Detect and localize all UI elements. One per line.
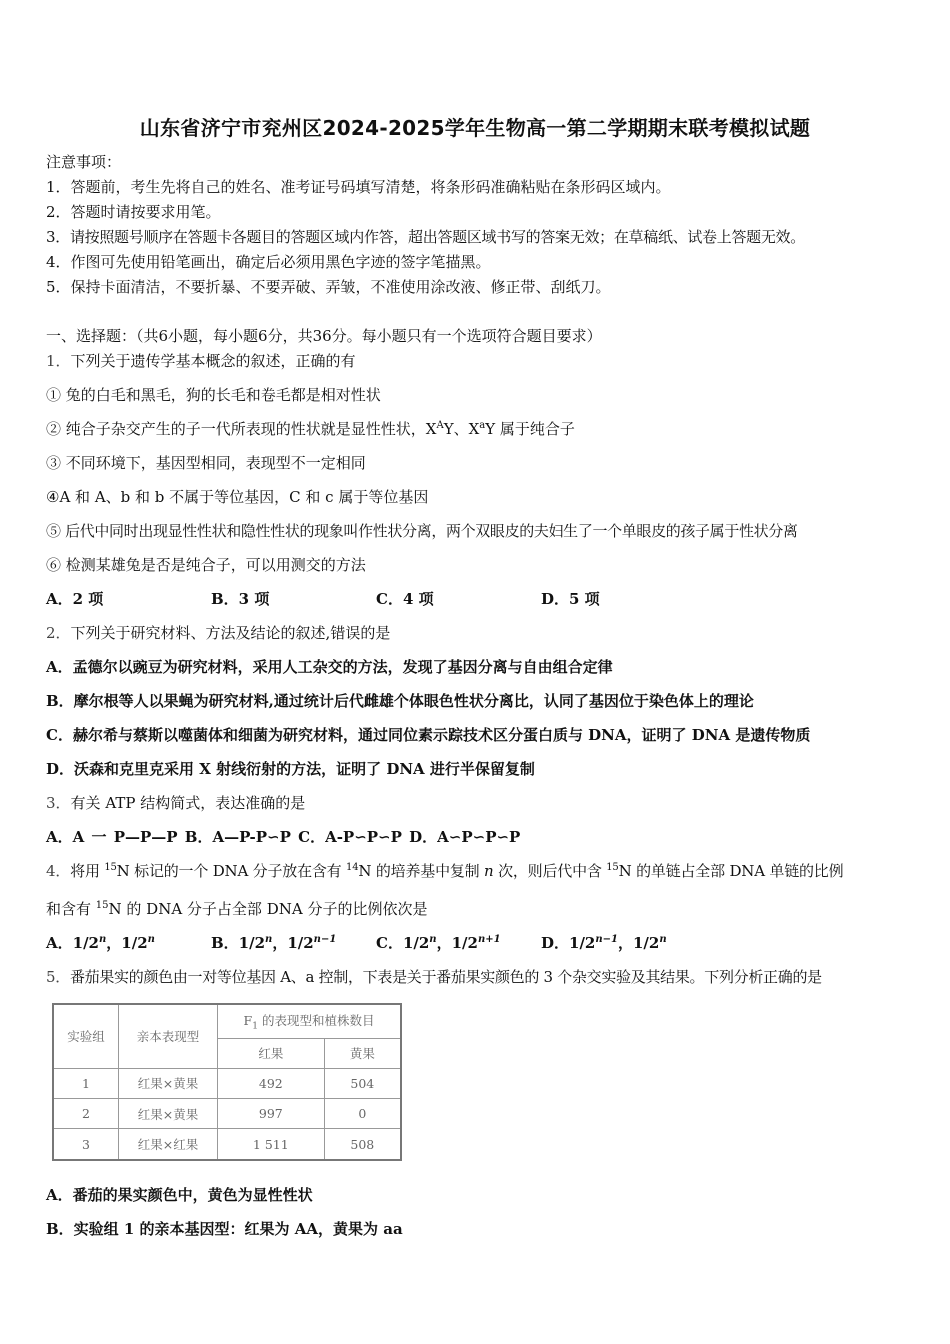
notice-item: 5．保持卡面清洁，不要折暴、不要弄破、弄皱，不准使用涂改液、修正带、刮纸刀。 — [46, 278, 611, 296]
table-row: 1 红果×黄果 492 504 — [53, 1068, 401, 1098]
option-a[interactable]: A．1/2$^n$，1/2$^n$ — [46, 934, 155, 952]
question-2 — [46, 623, 390, 643]
q4-options — [46, 933, 667, 953]
experiment-table — [52, 1003, 402, 1161]
option-a[interactable]: A．2 项 — [46, 590, 104, 608]
option-a[interactable]: A．番茄的果实颜色中，黄色为显性性状 — [46, 1186, 313, 1204]
question-5 — [46, 967, 822, 987]
option-b[interactable]: B．摩尔根等人以果蝇为研究材料,通过统计后代雌雄个体眼色性状分离比，认同了基因位于染色体上的理论 — [46, 692, 754, 710]
notice-item: 2．答题时请按要求用笔。 — [46, 203, 221, 221]
section-heading: 一、选择题：（共6小题，每小题6分，共36分。每小题只有一个选项符合题目要求） — [46, 327, 602, 345]
option-b[interactable]: B．3 项 — [211, 590, 270, 608]
option-d[interactable]: D．沃森和克里克采用 X 射线衍射的方法，证明了 DNA 进行半保留复制 — [46, 760, 535, 778]
option-a[interactable]: A．孟德尔以豌豆为研究材料，采用人工杂交的方法，发现了基因分离与自由组合定律 — [46, 658, 613, 676]
question-stem: 下列关于遗传学基本概念的叙述，正确的有 — [70, 352, 356, 370]
question-stem: 下列关于研究材料、方法及结论的叙述,错误的是 — [70, 624, 391, 642]
table-row: 3 红果×红果 1 511 508 — [53, 1129, 401, 1160]
header-parent: 亲本表现型 — [119, 1004, 218, 1068]
statement-1: ① 兔的白毛和黑毛，狗的长毛和卷毛都是相对性状 — [46, 386, 381, 404]
option-b[interactable]: B．1/2$^n$，$1/2^{n-1}$ — [211, 934, 337, 952]
question-4: 4．将用 $^{15}$N 标记的一个 DNA 分子放在含有 $^{14}$N 的培养基中复制 n 次，则后代中含 $^{15}$N 的单链占全部 DNA 单链的比例 — [46, 862, 844, 880]
question-1 — [46, 351, 356, 371]
statement-4: ④A 和 A、b 和 b 不属于等位基因，C 和 c 属于等位基因 — [46, 488, 429, 506]
question-4-continued: 和含有 $^{15}$N 的 DNA 分子占全部 DNA 分子的比例依次是 — [46, 900, 428, 918]
option-d[interactable]: D．$1/2^{n-1}$，1/2$^n$ — [541, 934, 667, 952]
statement-6: ⑥ 检测某雄兔是否是纯合子，可以用测交的方法 — [46, 556, 366, 574]
option-c[interactable]: C．4 项 — [376, 590, 434, 608]
question-number: 2． — [46, 624, 71, 642]
option-c[interactable]: C．1/2$^n$，$1/2^{n+1}$ — [376, 934, 501, 952]
statement-2: ② 纯合子杂交产生的子一代所表现的性状就是显性性状，$X^AY$、$X^aY$ 属于纯合子 — [46, 420, 575, 438]
header-yellow: 黄果 — [324, 1038, 401, 1068]
question-3 — [46, 793, 305, 813]
notice-item: 1．答题前，考生先将自己的姓名、准考证号码填写清楚，将条形码准确粘贴在条形码区域内。 — [46, 178, 671, 196]
option-d[interactable]: D．5 项 — [541, 590, 600, 608]
option-b[interactable]: B．实验组 1 的亲本基因型：红果为 AA，黄果为 aa — [46, 1220, 403, 1238]
notice-heading: 注意事项： — [46, 153, 122, 171]
question-number: 1． — [46, 352, 71, 370]
statement-3: ③ 不同环境下，基因型相同，表现型不一定相同 — [46, 454, 366, 472]
question-stem: 番茄果实的颜色由一对等位基因 A、a 控制，下表是关于番茄果实颜色的 3 个杂交实验及其结果。下列分析正确的是 — [69, 968, 822, 986]
q3-options[interactable]: A．A 一 P—P—P B．A—P-P∽P C．A-P∽P∽P D．A∽P∽P∽P — [46, 828, 521, 846]
header-f1: $F_1$ 的表现型和植株数目 — [218, 1004, 402, 1038]
question-number: 3． — [46, 794, 71, 812]
notice-item: 3．请按照题号顺序在答题卡各题目的答题区域内作答，超出答题区域书写的答案无效；在草稿纸、试卷上答题无效。 — [46, 228, 805, 246]
table-row: 2 红果×黄果 997 0 — [53, 1098, 401, 1128]
q1-options — [46, 589, 600, 609]
question-stem: 有关 ATP 结构简式，表达准确的是 — [70, 794, 306, 812]
header-group: 实验组 — [53, 1004, 119, 1068]
notice-item: 4．作图可先使用铅笔画出，确定后必须用黑色字迹的签字笔描黑。 — [46, 253, 491, 271]
header-red: 红果 — [218, 1038, 325, 1068]
statement-5: ⑤ 后代中同时出现显性性状和隐性性状的现象叫作性状分离，两个双眼皮的夫妇生了一个单眼皮的孩子属于性状分离 — [46, 522, 798, 540]
question-number: 5． — [46, 968, 70, 986]
option-c[interactable]: C．赫尔希与蔡斯以噬菌体和细菌为研究材料，通过同位素示踪技术区分蛋白质与 DNA，证明了 DNA 是遗传物质 — [46, 726, 811, 744]
page-title: 山东省济宁市兖州区2024-2025学年生物高一第二学期期末联考模拟试题 — [139, 116, 811, 140]
